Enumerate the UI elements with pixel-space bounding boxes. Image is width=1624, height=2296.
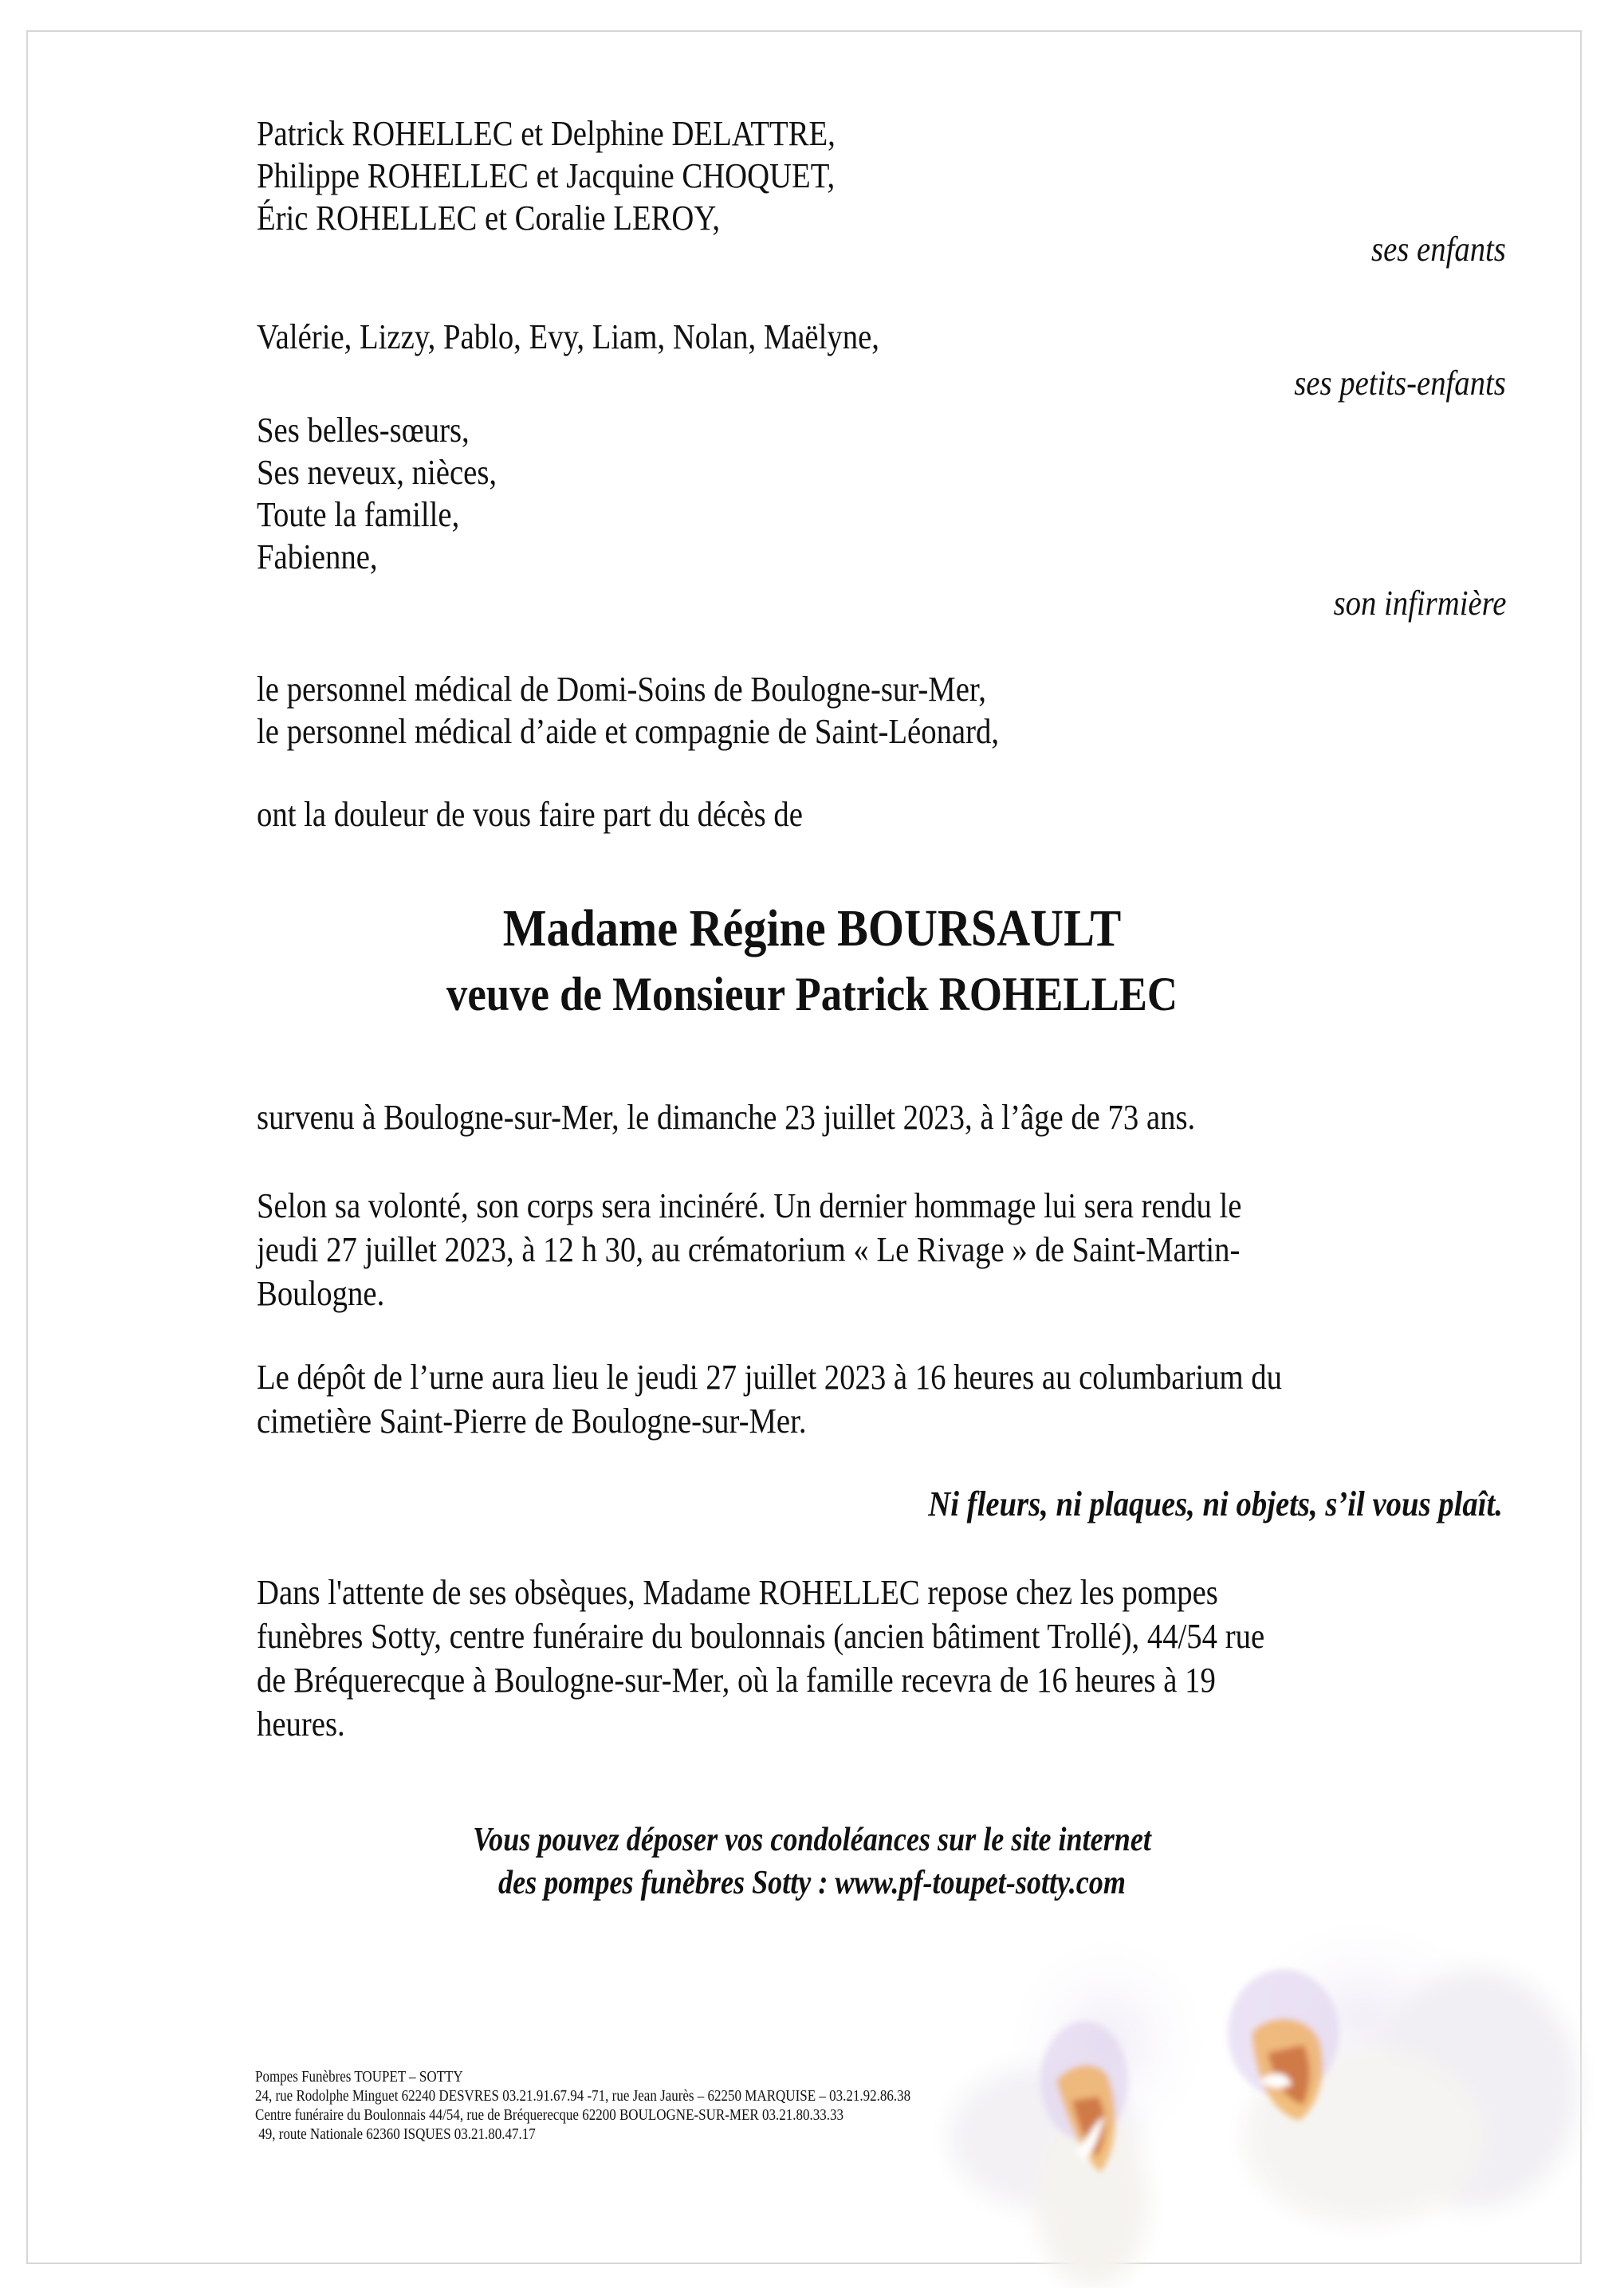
condolences-line: Vous pouvez déposer vos condoléances sur le site internet	[473, 1822, 1151, 1858]
staff-line: le personnel médical de Domi-Soins de Boulogne-sur-Mer,	[257, 670, 986, 709]
deceased-name: Madame Régine BOURSAULT	[502, 899, 1122, 957]
rest-line: heures.	[257, 1704, 345, 1744]
announcement: ont la douleur de vous faire part du décès de	[257, 795, 803, 834]
family-children-line: Éric ROHELLEC et Coralie LEROY,	[257, 199, 721, 238]
urn-line: Le dépôt de l’urne aura lieu le jeudi 27 juillet 2023 à 16 heures au columbarium du	[257, 1358, 1282, 1397]
rest-line: funèbres Sotty, centre funéraire du boulonnais (ancien bâtiment Trollé), 44/54 rue	[257, 1617, 1265, 1656]
deceased-subtitle: veuve de Monsieur Patrick ROHELLEC	[446, 968, 1178, 1020]
children-label: ses enfants	[1371, 230, 1506, 269]
rest-line: de Bréquerecque à Boulogne-sur-Mer, où la famille recevra de 16 heures à 19	[257, 1661, 1216, 1700]
family-other-line: Toute la famille,	[257, 495, 460, 534]
footer-address-line: 24, rue Rodolphe Minguet 62240 DESVRES 03.21.91.67.94 -71, rue Jean Jaurès – 62250 MARQUISE – 03.21.92.86.38	[255, 2087, 911, 2105]
ceremony-line: Boulogne.	[257, 1274, 385, 1313]
family-children-line: Patrick ROHELLEC et Delphine DELATTRE,	[257, 114, 836, 153]
grandchildren-label: ses petits-enfants	[1294, 364, 1506, 403]
no-flowers-note: Ni fleurs, ni plaques, ni objets, s’il vous plaît.	[928, 1484, 1503, 1523]
family-other-line: Ses belles-sœurs,	[257, 411, 470, 450]
condolences-link[interactable]: des pompes funèbres Sotty : www.pf-toupet-sotty.com	[498, 1865, 1126, 1901]
nurse-label: son infirmière	[1333, 584, 1506, 623]
ceremony-line: Selon sa volonté, son corps sera incinéré. Un dernier hommage lui sera rendu le	[257, 1186, 1242, 1225]
rest-line: Dans l'attente de ses obsèques, Madame ROHELLEC repose chez les pompes	[257, 1573, 1218, 1612]
death-details: survenu à Boulogne-sur-Mer, le dimanche 23 juillet 2023, à l’âge de 73 ans.	[257, 1098, 1196, 1137]
orchid-flowers-image	[917, 1913, 1595, 2288]
staff-line: le personnel médical d’aide et compagnie de Saint-Léonard,	[257, 712, 1000, 751]
family-other-line: Ses neveux, nièces,	[257, 453, 497, 492]
footer-address-line: Centre funéraire du Boulonnais 44/54, rue de Bréquerecque 62200 BOULOGNE-SUR-MER 03.21.80.33.33	[255, 2106, 843, 2124]
urn-line: cimetière Saint-Pierre de Boulogne-sur-Mer.	[257, 1402, 807, 1441]
ceremony-line: jeudi 27 juillet 2023, à 12 h 30, au crématorium « Le Rivage » de Saint-Martin-	[257, 1230, 1241, 1269]
footer-address-line: 49, route Nationale 62360 ISQUES 03.21.80.47.17	[255, 2125, 536, 2143]
family-other-line: Fabienne,	[257, 537, 378, 576]
grandchildren-line: Valérie, Lizzy, Pablo, Evy, Liam, Nolan, Maëlyne,	[257, 317, 879, 356]
footer-company-name: Pompes Funèbres TOUPET – SOTTY	[255, 2068, 463, 2086]
family-children-line: Philippe ROHELLEC et Jacquine CHOQUET,	[257, 156, 836, 195]
